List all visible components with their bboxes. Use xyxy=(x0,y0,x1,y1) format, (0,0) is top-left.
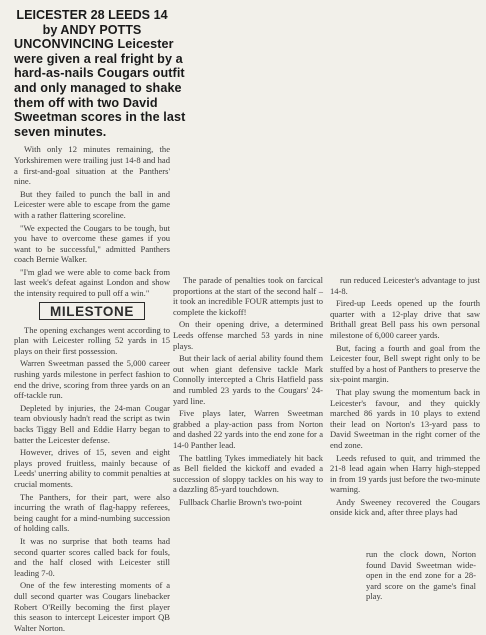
paragraph: Fired-up Leeds opened up the fourth quarter with a 12-play drive that saw Brithall great Bell pass his own personal milestone of 6,000 career yards. xyxy=(330,298,480,340)
byline: by ANDY POTTS xyxy=(42,22,142,37)
subhead-milestone: MILESTONE xyxy=(39,302,145,320)
paragraph: The battling Tykes immediately hit back as Bell fielded the kickoff and evaded a succession of sloppy tackles on his way to a dazzling 85-yard touchdown. xyxy=(173,452,323,495)
paragraph: It was no surprise that both teams had second quarter scores called back for fouls, and the half closed with Leicester still leading 7-0. xyxy=(14,535,170,578)
headline-line: hard-as-nails Cougars outfit xyxy=(14,66,185,81)
headline-line: Sweetman scores in the last xyxy=(14,110,186,125)
column-3 xyxy=(330,275,480,520)
score-line: LEICESTER 28 LEEDS 14 xyxy=(16,8,168,22)
paragraph: run reduced Leicester's advantage to just 14-8. xyxy=(330,275,480,296)
paragraph: On their opening drive, a determined Leeds offense marched 53 yards in nine plays. xyxy=(173,319,323,351)
paragraph: But their lack of aerial ability found them out when giant defensive tackle Mark Connolly intercepted a Chris Hatfield pass and rumbled 23 yards to the Cougars' 24-yard line. xyxy=(173,353,323,406)
paragraph: That play swung the momentum back in Leicester's favour, and they quickly marched 86 yards in 10 plays to extend their lead on Norton's 13-yard pass to David Sweetman in the right corner of the end zone. xyxy=(330,386,480,450)
paragraph: "I'm glad we were able to come back from last week's defeat against London and show the intensity required to pull off a win." xyxy=(14,266,170,299)
paragraph: With only 12 minutes remaining, the Yorkshiremen were trailing just 14-8 and had a first-and-goal situation at the Panthers' nine. xyxy=(14,144,170,187)
paragraph: Warren Sweetman passed the 5,000 career rushing yards milestone in perfect fashion to end the drive, scoring from three yards on an off-tackle run. xyxy=(14,358,170,401)
paragraph: Andy Sweeney recovered the Cougars onside kick and, after three plays had xyxy=(330,496,480,518)
paragraph: But they failed to punch the ball in and Leicester were able to escape from the game with a rather flattering scoreline. xyxy=(14,188,170,220)
paragraph: However, drives of 15, seven and eight plays proved fruitless, mainly because of Leeds' unerring ability to commit penalties at crucial moments. xyxy=(14,447,170,489)
paragraph: The opening exchanges went according to plan with Leicester rolling 52 yards in 15 plays on their first possession. xyxy=(14,324,170,356)
column-3-tail xyxy=(366,549,476,604)
paragraph: The Panthers, for their part, were also incurring the wrath of flag-happy referees, being caught for a mind-numbing succession of holding calls. xyxy=(14,491,170,534)
paragraph: "We expected the Cougars to be tough, but you have to overcome these games if you want to be successful," admitted Panthers coach Bernie Walker. xyxy=(14,222,170,265)
photo-cutout xyxy=(330,549,364,627)
paragraph: Leeds refused to quit, and trimmed the 21-8 lead again when Harry high-stepped in from 19 yards just before the two-minute warning. xyxy=(330,452,480,495)
column-2 xyxy=(173,275,323,509)
paragraph: The parade of penalties took on farcical proportions at the start of the second half – it took an incredible FOUR attempts just to complete the kickoff! xyxy=(173,275,323,317)
headline-line: were given a real fright by a xyxy=(14,51,183,66)
headline xyxy=(14,8,186,139)
subhead-wrapper xyxy=(14,302,170,321)
headline-line: UNCONVINCING Leicester xyxy=(14,37,174,52)
paragraph: One of the few interesting moments of a dull second quarter was Cougars linebacker Robert O'Reilly becoming the first player this season to intercept Leicester import QB Walter Norton. xyxy=(14,580,170,633)
paragraph: Depleted by injuries, the 24-man Cougar team obviously hadn't read the script as twin backs Tiggy Bell and Eddie Harry began to batter the Leicester defense. xyxy=(14,402,170,445)
headline-line: and only managed to shake xyxy=(14,80,182,95)
column-1 xyxy=(14,8,186,635)
paragraph: But, facing a fourth and goal from the Leicester four, Bell swept right only to be stuffed by a host of Panthers to preserve the six-point margin. xyxy=(330,342,480,385)
headline-line: them off with two David xyxy=(14,95,158,110)
paragraph: Five plays later, Warren Sweetman grabbed a play-action pass from Norton and dashed 22 yards into the end zone for a 14-0 Panther lead. xyxy=(173,408,323,450)
paragraph: run the clock down, Norton found David Sweetman wide-open in the end zone for a 28-yard score on the game's final play. xyxy=(366,549,476,602)
headline-line: seven minutes. xyxy=(14,124,107,139)
paragraph: Fullback Charlie Brown's two-point xyxy=(179,496,302,507)
